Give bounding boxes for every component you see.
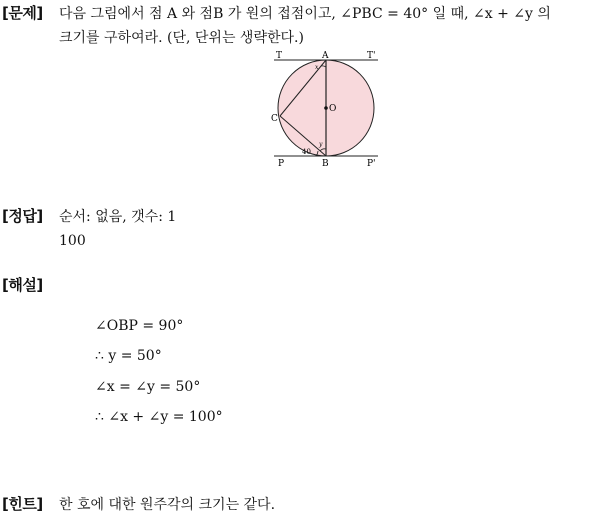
- solution-step-1: ∠OBP = 90°: [95, 318, 184, 334]
- answer-value: 100: [59, 233, 86, 249]
- label-p: P: [278, 159, 285, 168]
- solution-tag: [해설]: [2, 276, 43, 294]
- hint-tag: [힌트]: [2, 495, 43, 513]
- geometry-diagram: [268, 48, 383, 168]
- problem-text-line-2: 크기를 구하여라. (단, 단위는 생략한다.): [59, 30, 304, 46]
- label-p-prime: P': [367, 159, 376, 168]
- label-o: O: [329, 104, 337, 114]
- label-a: A: [322, 51, 329, 61]
- label-y: y: [319, 141, 323, 148]
- solution-step-2: ∴ y = 50°: [95, 348, 162, 364]
- circle-tangent-figure: [268, 48, 383, 172]
- label-t: T: [276, 51, 283, 61]
- answer-tag: [정답]: [2, 207, 43, 225]
- answer-order-count: 순서: 없음, 갯수: 1: [59, 209, 177, 225]
- label-t-prime: T': [367, 51, 376, 61]
- label-b: B: [322, 159, 329, 168]
- problem-tag: [문제]: [2, 4, 43, 22]
- solution-step-4: ∴ ∠x + ∠y = 100°: [95, 409, 223, 425]
- label-x: x: [315, 64, 319, 71]
- problem-text-line-1: 다음 그림에서 점 A 와 점B 가 원의 접점이고, ∠PBC = 40° 일 때, ∠x + ∠y 의: [59, 6, 551, 22]
- center-point: [324, 106, 328, 110]
- label-angle-40: 40: [302, 148, 311, 156]
- label-c: C: [271, 114, 278, 124]
- solution-step-3: ∠x = ∠y = 50°: [95, 379, 201, 395]
- hint-text: 한 호에 대한 원주각의 크기는 같다.: [59, 497, 276, 513]
